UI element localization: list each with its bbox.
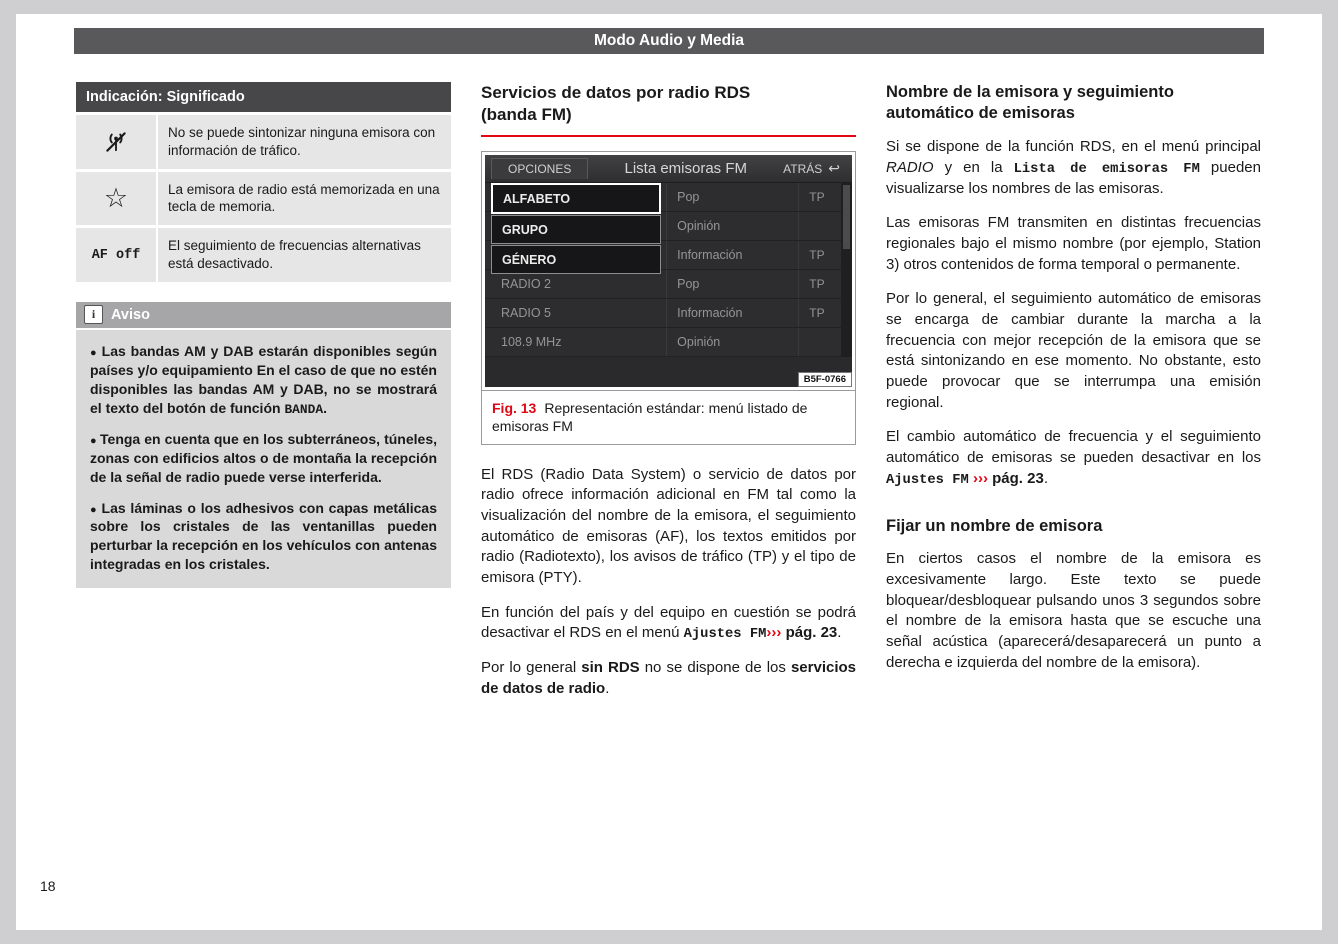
return-arrow-icon: ↩ [828, 160, 840, 177]
page-sheet [16, 14, 1322, 930]
station-row [485, 299, 852, 328]
station-tp: TP [798, 270, 852, 298]
traffic-info-off-icon [76, 115, 158, 169]
figure-code: B5F-0766 [798, 372, 852, 387]
af-off-label: AF off [91, 247, 141, 263]
notice-bullet: ● Las bandas AM y DAB estarán disponibles según países y/o equipamiento En el caso de que no estén disponibles las bandas AM y DAB, no se mostrará el texto del botón de función BANDA. [90, 342, 437, 418]
notice-header [76, 302, 451, 328]
station-row [485, 328, 852, 357]
radio-screenshot [485, 155, 852, 387]
station-list [485, 183, 852, 357]
paragraph: En ciertos casos el nombre de la emisora es excesivamente largo. Este texto se puede bloquear/desbloquear pulsando unos 3 segundos sobre el nombre de la emisora hasta que se escuche una señal acústica (aparecerá/desaparecerá un punto a derecha e izquierda del nombre de la emisora). [886, 550, 1261, 671]
notice-bullet: ● Tenga en cuenta que en los subterráneos, túneles, zonas con edificios altos o de montaña la recepción de la señal de radio puede verse interferida. [90, 430, 437, 487]
table-cell-text: El seguimiento de frecuencias alternativas está desactivado. [168, 238, 421, 272]
page-number: 18 [40, 878, 56, 894]
figure-caption-label: Fig. 13 [492, 400, 537, 417]
dropdown-item-grupo: GRUPO [491, 215, 661, 244]
station-name: RADIO 2 [501, 277, 552, 292]
middle-column [481, 82, 856, 714]
radio-tab-bar [485, 155, 852, 183]
station-name: RADIO 5 [501, 306, 552, 321]
station-name: 108.9 MHz [501, 335, 562, 350]
station-tp: TP [798, 299, 852, 327]
station-genre: Pop [666, 270, 798, 298]
station-tp: TP [798, 241, 852, 269]
figure-13 [481, 151, 856, 444]
indication-table-header: Indicación: Significado [76, 82, 451, 112]
table-row [76, 228, 451, 282]
notice-box [76, 302, 451, 588]
info-icon: i [84, 305, 103, 324]
back-label: ATRÁS [783, 161, 823, 176]
paragraph: El cambio automático de frecuencia y el seguimiento automático de emisoras se pueden desactivar en los Ajustes FM ››› pág. 23. [886, 428, 1261, 488]
chapter-header: Modo Audio y Media [74, 28, 1264, 54]
section-heading: Servicios de datos por radio RDS (banda FM) [481, 83, 751, 125]
back-button [783, 160, 852, 177]
paragraph: En función del país y del equipo en cuestión se podrá desactivar el RDS en el menú Ajustes FM››› pág. 23. [481, 603, 856, 643]
content-columns [76, 82, 1262, 714]
indication-table [76, 82, 451, 282]
right-column [886, 82, 1261, 714]
station-genre: Opinión [666, 328, 798, 356]
screen-title: Lista emisoras FM [624, 160, 748, 178]
figure-caption-text: Representación estándar: menú listado de emisoras FM [492, 400, 808, 435]
sort-dropdown [491, 183, 661, 275]
paragraph: Por lo general, el seguimiento automático de emisoras se encarga de cambiar durante la marcha a la frecuencia con mejor recepción de la emisora que se está sintonizando en ese momento. No obstante, esto puede provocar que se interrumpa una emisión regional. [886, 290, 1261, 411]
dropdown-item-genero: GÉNERO [491, 245, 661, 274]
star-icon: ☆ [103, 182, 129, 213]
station-tp: TP [798, 183, 852, 211]
subsection-heading: Nombre de la emisora y seguimiento automático de emisoras [886, 83, 1174, 123]
notice-title: Aviso [111, 306, 150, 323]
paragraph: Las emisoras FM transmiten en distintas frecuencias regionales bajo el mismo nombre (por ejemplo, Station 3) otros contenidos de forma temporal o permanente. [886, 214, 1261, 273]
table-row [76, 172, 451, 226]
left-column [76, 82, 451, 714]
notice-bullet: ● Las láminas o los adhesivos con capas metálicas sobre los cristales de las ventanillas pueden perturbar la recepción en los vehículos con antenas integradas en los cristales. [90, 499, 437, 575]
figure-caption [482, 390, 855, 443]
station-genre: Información [666, 241, 798, 269]
paragraph: Por lo general sin RDS no se dispone de los servicios de datos de radio. [481, 659, 857, 698]
table-cell-text: La emisora de radio está memorizada en una tecla de memoria. [168, 181, 440, 215]
dropdown-item-alfabeto: ALFABETO [491, 183, 661, 214]
section-rule [481, 135, 856, 137]
opciones-button: OPCIONES [491, 158, 588, 179]
subsection-heading: Fijar un nombre de emisora [886, 516, 1103, 535]
table-row [76, 115, 451, 169]
scrollbar-thumb [843, 185, 850, 249]
station-genre: Opinión [666, 212, 798, 240]
notice-body [76, 330, 451, 588]
paragraph: El RDS (Radio Data System) o servicio de datos por radio ofrece información adicional en FM tal como la visualización del nombre de la emisora, el seguimiento automático de emisoras (AF), los textos emitidos por radio (Radiotexto), los avisos de tráfico (TP) y el tipo de emisora (PTY). [481, 465, 856, 586]
table-cell-text: No se puede sintonizar ninguna emisora con información de tráfico. [168, 125, 436, 158]
station-genre: Información [666, 299, 798, 327]
paragraph: Si se dispone de la función RDS, en el menú principal RADIO y en la Lista de emisoras FM pueden visualizarse los nombres de las emisoras. [886, 137, 1261, 197]
scrollbar [841, 183, 852, 357]
station-genre: Pop [666, 183, 798, 211]
